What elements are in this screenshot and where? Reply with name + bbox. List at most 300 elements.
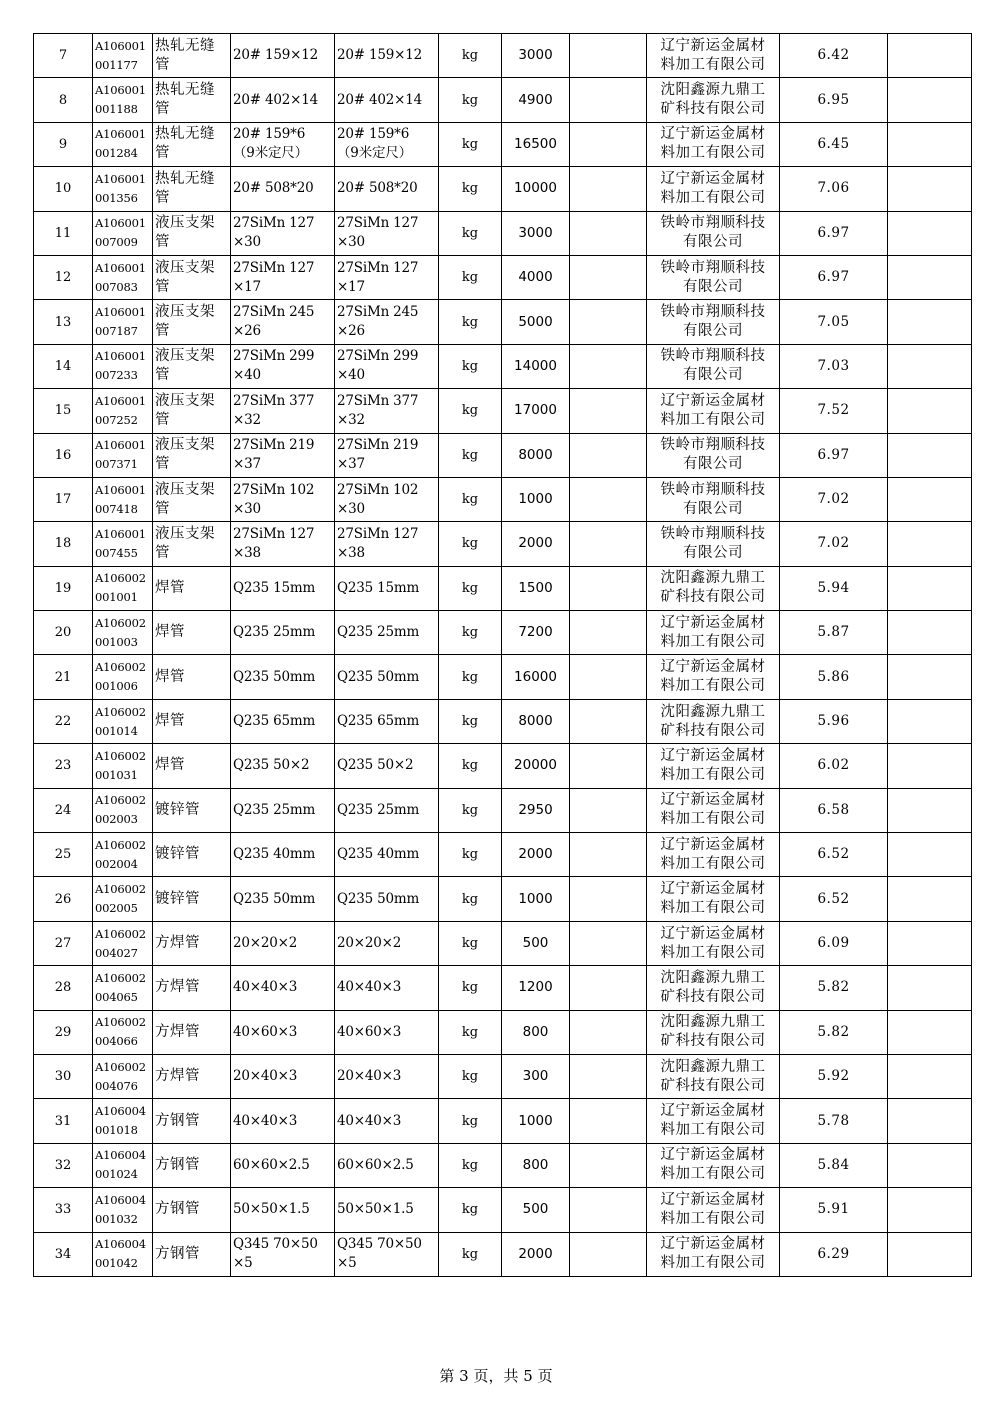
material-name-cell: 焊管: [153, 655, 231, 699]
unit-cell: kg: [439, 477, 502, 521]
table-row: [34, 167, 972, 211]
remark-cell: [888, 167, 972, 211]
material-code-cell: A106001 007187: [93, 300, 153, 344]
empty-cell: [570, 211, 647, 255]
specification-model-cell: Q345 70×50 ×5: [335, 1232, 439, 1276]
table-row: [34, 1054, 972, 1098]
quantity-cell: 16500: [502, 122, 570, 166]
material-code-cell: A106004 001024: [93, 1143, 153, 1187]
material-code-cell: A106001 007371: [93, 433, 153, 477]
material-name-cell: 镀锌管: [153, 788, 231, 832]
supplier-cell: 辽宁新运金属材 料加工有限公司: [647, 1143, 780, 1187]
quantity-cell: 500: [502, 1188, 570, 1232]
supplier-cell: 辽宁新运金属材 料加工有限公司: [647, 34, 780, 78]
unit-cell: kg: [439, 433, 502, 477]
quantity-cell: 2000: [502, 833, 570, 877]
material-name-cell: 热轧无缝 管: [153, 34, 231, 78]
quantity-cell: 2950: [502, 788, 570, 832]
unit-price-cell: 5.87: [780, 611, 888, 655]
material-name-cell: 液压支架 管: [153, 433, 231, 477]
specification-cell: 27SiMn 127 ×38: [231, 522, 335, 566]
unit-cell: kg: [439, 1054, 502, 1098]
empty-cell: [570, 389, 647, 433]
remark-cell: [888, 1143, 972, 1187]
quantity-cell: 2000: [502, 522, 570, 566]
table-row: [34, 566, 972, 610]
row-number-cell: 19: [34, 566, 93, 610]
unit-cell: kg: [439, 877, 502, 921]
supplier-cell: 辽宁新运金属材 料加工有限公司: [647, 788, 780, 832]
row-number-cell: 34: [34, 1232, 93, 1276]
specification-model-cell: 40×40×3: [335, 966, 439, 1010]
specification-model-cell: 27SiMn 127 ×38: [335, 522, 439, 566]
specification-model-cell: 27SiMn 377 ×32: [335, 389, 439, 433]
material-name-cell: 焊管: [153, 744, 231, 788]
table-row: [34, 122, 972, 166]
unit-cell: kg: [439, 34, 502, 78]
specification-model-cell: 27SiMn 127 ×17: [335, 255, 439, 299]
material-code-cell: A106002 004065: [93, 966, 153, 1010]
unit-cell: kg: [439, 255, 502, 299]
specification-cell: Q235 50mm: [231, 655, 335, 699]
material-name-cell: 方钢管: [153, 1188, 231, 1232]
remark-cell: [888, 966, 972, 1010]
specification-cell: Q235 50mm: [231, 877, 335, 921]
remark-cell: [888, 1054, 972, 1098]
specification-cell: 27SiMn 219 ×37: [231, 433, 335, 477]
material-code-cell: A106001 001284: [93, 122, 153, 166]
material-code-cell: A106004 001018: [93, 1099, 153, 1143]
supplier-cell: 铁岭市翔顺科技 有限公司: [647, 300, 780, 344]
empty-cell: [570, 877, 647, 921]
supplier-cell: 辽宁新运金属材 料加工有限公司: [647, 167, 780, 211]
supplier-cell: 铁岭市翔顺科技 有限公司: [647, 211, 780, 255]
specification-model-cell: 27SiMn 219 ×37: [335, 433, 439, 477]
table-row: [34, 833, 972, 877]
material-name-cell: 液压支架 管: [153, 255, 231, 299]
remark-cell: [888, 877, 972, 921]
table-row: [34, 34, 972, 78]
unit-price-cell: 5.78: [780, 1099, 888, 1143]
unit-price-cell: 5.91: [780, 1188, 888, 1232]
row-number-cell: 22: [34, 699, 93, 743]
row-number-cell: 10: [34, 167, 93, 211]
specification-model-cell: 20# 402×14: [335, 78, 439, 122]
unit-cell: kg: [439, 788, 502, 832]
material-name-cell: 方钢管: [153, 1099, 231, 1143]
specification-cell: Q235 15mm: [231, 566, 335, 610]
specification-cell: 27SiMn 299 ×40: [231, 344, 335, 388]
quantity-cell: 3000: [502, 34, 570, 78]
material-code-cell: A106001 001356: [93, 167, 153, 211]
remark-cell: [888, 522, 972, 566]
table-row: [34, 522, 972, 566]
unit-price-cell: 6.97: [780, 211, 888, 255]
quantity-cell: 3000: [502, 211, 570, 255]
unit-price-cell: 5.82: [780, 1010, 888, 1054]
material-name-cell: 方焊管: [153, 1054, 231, 1098]
material-name-cell: 方焊管: [153, 921, 231, 965]
row-number-cell: 32: [34, 1143, 93, 1187]
specification-cell: Q235 25mm: [231, 788, 335, 832]
material-code-cell: A106001 001177: [93, 34, 153, 78]
unit-cell: kg: [439, 122, 502, 166]
specification-model-cell: Q235 65mm: [335, 699, 439, 743]
table-row: [34, 966, 972, 1010]
row-number-cell: 31: [34, 1099, 93, 1143]
unit-price-cell: 6.97: [780, 255, 888, 299]
remark-cell: [888, 389, 972, 433]
unit-cell: kg: [439, 833, 502, 877]
supplier-cell: 辽宁新运金属材 料加工有限公司: [647, 1188, 780, 1232]
price-table: [33, 33, 972, 1277]
row-number-cell: 8: [34, 78, 93, 122]
material-name-cell: 液压支架 管: [153, 477, 231, 521]
remark-cell: [888, 566, 972, 610]
material-code-cell: A106001 007009: [93, 211, 153, 255]
material-code-cell: A106002 004076: [93, 1054, 153, 1098]
row-number-cell: 18: [34, 522, 93, 566]
table-row: [34, 877, 972, 921]
specification-model-cell: 40×60×3: [335, 1010, 439, 1054]
specification-model-cell: 20# 159×12: [335, 34, 439, 78]
material-name-cell: 焊管: [153, 699, 231, 743]
empty-cell: [570, 122, 647, 166]
supplier-cell: 铁岭市翔顺科技 有限公司: [647, 522, 780, 566]
unit-cell: kg: [439, 522, 502, 566]
empty-cell: [570, 1010, 647, 1054]
material-code-cell: A106002 004027: [93, 921, 153, 965]
unit-cell: kg: [439, 1232, 502, 1276]
supplier-cell: 辽宁新运金属材 料加工有限公司: [647, 1232, 780, 1276]
material-name-cell: 液压支架 管: [153, 300, 231, 344]
specification-cell: 27SiMn 377 ×32: [231, 389, 335, 433]
row-number-cell: 11: [34, 211, 93, 255]
unit-price-cell: 7.06: [780, 167, 888, 211]
material-code-cell: A106002 001001: [93, 566, 153, 610]
specification-cell: 20×40×3: [231, 1054, 335, 1098]
row-number-cell: 12: [34, 255, 93, 299]
specification-model-cell: 20×40×3: [335, 1054, 439, 1098]
specification-cell: 50×50×1.5: [231, 1188, 335, 1232]
remark-cell: [888, 300, 972, 344]
remark-cell: [888, 344, 972, 388]
material-code-cell: A106004 001032: [93, 1188, 153, 1232]
unit-cell: kg: [439, 78, 502, 122]
unit-cell: kg: [439, 1188, 502, 1232]
material-name-cell: 热轧无缝 管: [153, 167, 231, 211]
quantity-cell: 14000: [502, 344, 570, 388]
quantity-cell: 17000: [502, 389, 570, 433]
supplier-cell: 沈阳鑫源九鼎工 矿科技有限公司: [647, 966, 780, 1010]
supplier-cell: 辽宁新运金属材 料加工有限公司: [647, 655, 780, 699]
specification-cell: 27SiMn 127 ×17: [231, 255, 335, 299]
specification-model-cell: Q235 25mm: [335, 788, 439, 832]
unit-price-cell: 7.03: [780, 344, 888, 388]
supplier-cell: 辽宁新运金属材 料加工有限公司: [647, 389, 780, 433]
specification-model-cell: Q235 25mm: [335, 611, 439, 655]
quantity-cell: 1000: [502, 877, 570, 921]
material-code-cell: A106002 001014: [93, 699, 153, 743]
unit-price-cell: 6.02: [780, 744, 888, 788]
specification-cell: Q235 25mm: [231, 611, 335, 655]
material-name-cell: 液压支架 管: [153, 211, 231, 255]
specification-model-cell: Q235 40mm: [335, 833, 439, 877]
specification-cell: 20# 159*6 （9米定尺）: [231, 122, 335, 166]
table-row: [34, 921, 972, 965]
specification-model-cell: Q235 50mm: [335, 655, 439, 699]
unit-price-cell: 5.92: [780, 1054, 888, 1098]
row-number-cell: 26: [34, 877, 93, 921]
empty-cell: [570, 167, 647, 211]
unit-cell: kg: [439, 966, 502, 1010]
specification-cell: 40×40×3: [231, 966, 335, 1010]
quantity-cell: 1000: [502, 1099, 570, 1143]
remark-cell: [888, 1010, 972, 1054]
remark-cell: [888, 744, 972, 788]
table-row: [34, 744, 972, 788]
empty-cell: [570, 744, 647, 788]
quantity-cell: 8000: [502, 433, 570, 477]
table-row: [34, 1143, 972, 1187]
row-number-cell: 16: [34, 433, 93, 477]
quantity-cell: 7200: [502, 611, 570, 655]
specification-model-cell: 50×50×1.5: [335, 1188, 439, 1232]
specification-cell: 27SiMn 102 ×30: [231, 477, 335, 521]
empty-cell: [570, 78, 647, 122]
unit-price-cell: 6.97: [780, 433, 888, 477]
empty-cell: [570, 921, 647, 965]
unit-price-cell: 7.02: [780, 477, 888, 521]
remark-cell: [888, 1099, 972, 1143]
table-row: [34, 389, 972, 433]
unit-price-cell: 6.09: [780, 921, 888, 965]
supplier-cell: 辽宁新运金属材 料加工有限公司: [647, 921, 780, 965]
table-body: [34, 34, 972, 1277]
specification-cell: 20×20×2: [231, 921, 335, 965]
material-name-cell: 液压支架 管: [153, 344, 231, 388]
remark-cell: [888, 78, 972, 122]
material-name-cell: 镀锌管: [153, 833, 231, 877]
empty-cell: [570, 966, 647, 1010]
unit-price-cell: 7.02: [780, 522, 888, 566]
quantity-cell: 500: [502, 921, 570, 965]
remark-cell: [888, 122, 972, 166]
material-code-cell: A106002 001006: [93, 655, 153, 699]
quantity-cell: 1200: [502, 966, 570, 1010]
table-row: [34, 788, 972, 832]
remark-cell: [888, 921, 972, 965]
table-row: [34, 1232, 972, 1276]
supplier-cell: 铁岭市翔顺科技 有限公司: [647, 344, 780, 388]
unit-cell: kg: [439, 566, 502, 610]
unit-price-cell: 5.84: [780, 1143, 888, 1187]
unit-cell: kg: [439, 389, 502, 433]
row-number-cell: 20: [34, 611, 93, 655]
supplier-cell: 沈阳鑫源九鼎工 矿科技有限公司: [647, 1010, 780, 1054]
unit-cell: kg: [439, 921, 502, 965]
specification-cell: Q235 50×2: [231, 744, 335, 788]
remark-cell: [888, 833, 972, 877]
quantity-cell: 2000: [502, 1232, 570, 1276]
specification-model-cell: 27SiMn 127 ×30: [335, 211, 439, 255]
quantity-cell: 4900: [502, 78, 570, 122]
quantity-cell: 4000: [502, 255, 570, 299]
specification-cell: 20# 159×12: [231, 34, 335, 78]
remark-cell: [888, 255, 972, 299]
material-code-cell: A106001 007455: [93, 522, 153, 566]
unit-price-cell: 6.52: [780, 833, 888, 877]
specification-cell: 27SiMn 245 ×26: [231, 300, 335, 344]
quantity-cell: 8000: [502, 699, 570, 743]
supplier-cell: 辽宁新运金属材 料加工有限公司: [647, 1099, 780, 1143]
row-number-cell: 14: [34, 344, 93, 388]
table-row: [34, 433, 972, 477]
unit-price-cell: 5.82: [780, 966, 888, 1010]
page-number: 第 3 页，共 5 页: [439, 1367, 553, 1385]
remark-cell: [888, 1232, 972, 1276]
table-row: [34, 477, 972, 521]
row-number-cell: 21: [34, 655, 93, 699]
empty-cell: [570, 611, 647, 655]
empty-cell: [570, 433, 647, 477]
specification-model-cell: 20# 508*20: [335, 167, 439, 211]
remark-cell: [888, 655, 972, 699]
material-code-cell: A106002 001031: [93, 744, 153, 788]
material-code-cell: A106002 002003: [93, 788, 153, 832]
supplier-cell: 沈阳鑫源九鼎工 矿科技有限公司: [647, 566, 780, 610]
remark-cell: [888, 34, 972, 78]
unit-cell: kg: [439, 1010, 502, 1054]
empty-cell: [570, 1143, 647, 1187]
specification-model-cell: 60×60×2.5: [335, 1143, 439, 1187]
unit-price-cell: 5.96: [780, 699, 888, 743]
unit-cell: kg: [439, 167, 502, 211]
supplier-cell: 沈阳鑫源九鼎工 矿科技有限公司: [647, 699, 780, 743]
quantity-cell: 16000: [502, 655, 570, 699]
empty-cell: [570, 255, 647, 299]
specification-cell: 60×60×2.5: [231, 1143, 335, 1187]
specification-model-cell: 27SiMn 299 ×40: [335, 344, 439, 388]
unit-cell: kg: [439, 1143, 502, 1187]
unit-cell: kg: [439, 699, 502, 743]
empty-cell: [570, 699, 647, 743]
material-name-cell: 方焊管: [153, 1010, 231, 1054]
supplier-cell: 铁岭市翔顺科技 有限公司: [647, 255, 780, 299]
row-number-cell: 15: [34, 389, 93, 433]
empty-cell: [570, 566, 647, 610]
empty-cell: [570, 655, 647, 699]
row-number-cell: 29: [34, 1010, 93, 1054]
quantity-cell: 20000: [502, 744, 570, 788]
empty-cell: [570, 477, 647, 521]
row-number-cell: 30: [34, 1054, 93, 1098]
material-name-cell: 热轧无缝 管: [153, 78, 231, 122]
remark-cell: [888, 433, 972, 477]
specification-model-cell: 20×20×2: [335, 921, 439, 965]
table-row: [34, 1010, 972, 1054]
unit-price-cell: 7.05: [780, 300, 888, 344]
empty-cell: [570, 1099, 647, 1143]
unit-cell: kg: [439, 744, 502, 788]
specification-cell: 20# 508*20: [231, 167, 335, 211]
material-name-cell: 方钢管: [153, 1143, 231, 1187]
specification-cell: 27SiMn 127 ×30: [231, 211, 335, 255]
unit-cell: kg: [439, 655, 502, 699]
supplier-cell: 辽宁新运金属材 料加工有限公司: [647, 744, 780, 788]
remark-cell: [888, 211, 972, 255]
unit-price-cell: 7.52: [780, 389, 888, 433]
material-name-cell: 焊管: [153, 611, 231, 655]
material-code-cell: A106001 007233: [93, 344, 153, 388]
material-code-cell: A106002 002005: [93, 877, 153, 921]
quantity-cell: 800: [502, 1143, 570, 1187]
table-row: [34, 78, 972, 122]
material-name-cell: 液压支架 管: [153, 389, 231, 433]
row-number-cell: 23: [34, 744, 93, 788]
supplier-cell: 沈阳鑫源九鼎工 矿科技有限公司: [647, 78, 780, 122]
material-code-cell: A106002 002004: [93, 833, 153, 877]
unit-price-cell: 6.52: [780, 877, 888, 921]
quantity-cell: 1500: [502, 566, 570, 610]
supplier-cell: 辽宁新运金属材 料加工有限公司: [647, 611, 780, 655]
unit-price-cell: 6.58: [780, 788, 888, 832]
specification-cell: 40×60×3: [231, 1010, 335, 1054]
table-row: [34, 300, 972, 344]
row-number-cell: 13: [34, 300, 93, 344]
unit-price-cell: 6.29: [780, 1232, 888, 1276]
empty-cell: [570, 833, 647, 877]
table-row: [34, 255, 972, 299]
supplier-cell: 辽宁新运金属材 料加工有限公司: [647, 122, 780, 166]
empty-cell: [570, 300, 647, 344]
material-code-cell: A106001 007252: [93, 389, 153, 433]
specification-model-cell: Q235 15mm: [335, 566, 439, 610]
unit-price-cell: 6.42: [780, 34, 888, 78]
material-code-cell: A106001 001188: [93, 78, 153, 122]
material-name-cell: 镀锌管: [153, 877, 231, 921]
empty-cell: [570, 1054, 647, 1098]
table-row: [34, 1099, 972, 1143]
quantity-cell: 1000: [502, 477, 570, 521]
remark-cell: [888, 611, 972, 655]
row-number-cell: 33: [34, 1188, 93, 1232]
specification-model-cell: 20# 159*6 （9米定尺）: [335, 122, 439, 166]
material-name-cell: 热轧无缝 管: [153, 122, 231, 166]
supplier-cell: 辽宁新运金属材 料加工有限公司: [647, 833, 780, 877]
row-number-cell: 25: [34, 833, 93, 877]
row-number-cell: 24: [34, 788, 93, 832]
material-code-cell: A106002 001003: [93, 611, 153, 655]
supplier-cell: 辽宁新运金属材 料加工有限公司: [647, 877, 780, 921]
material-code-cell: A106002 004066: [93, 1010, 153, 1054]
row-number-cell: 9: [34, 122, 93, 166]
empty-cell: [570, 344, 647, 388]
material-name-cell: 液压支架 管: [153, 522, 231, 566]
table-row: [34, 344, 972, 388]
empty-cell: [570, 34, 647, 78]
empty-cell: [570, 1188, 647, 1232]
quantity-cell: 5000: [502, 300, 570, 344]
unit-price-cell: 6.45: [780, 122, 888, 166]
table-row: [34, 211, 972, 255]
material-name-cell: 方焊管: [153, 966, 231, 1010]
material-code-cell: A106001 007418: [93, 477, 153, 521]
empty-cell: [570, 522, 647, 566]
table-row: [34, 699, 972, 743]
table-row: [34, 611, 972, 655]
material-name-cell: 方钢管: [153, 1232, 231, 1276]
